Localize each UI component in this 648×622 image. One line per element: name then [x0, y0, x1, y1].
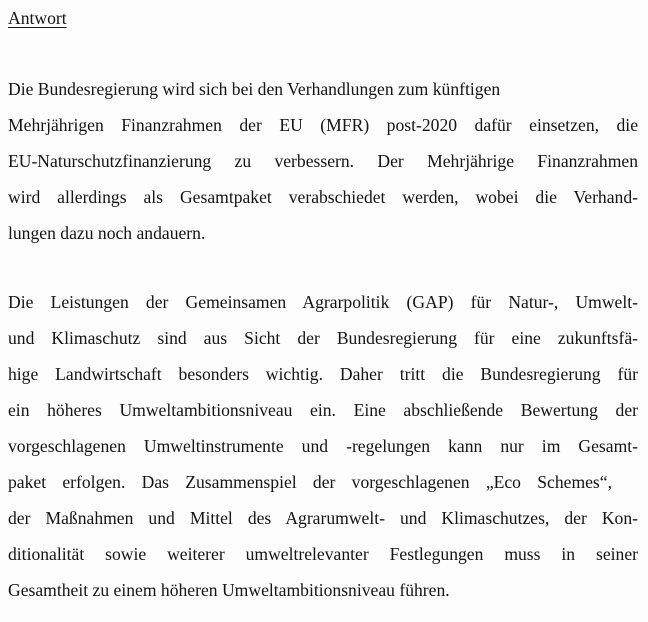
answer-heading: Antwort	[8, 8, 67, 28]
paragraph-line: Die Bundesregierung wird sich bei den Verhandlungen zum künftigen	[8, 79, 501, 99]
paragraph-line: vorgeschlagenen Umweltinstrumente und -regelungen kann nur im Gesamt-	[8, 436, 638, 456]
paragraph-2	[8, 284, 638, 608]
paragraph-line: und Klimaschutz sind aus Sicht der Bundesregierung für eine zukunftsfä-	[8, 328, 638, 348]
paragraph-line: EU-Naturschutzfinanzierung zu verbessern. Der Mehrjährige Finanzrahmen	[8, 151, 638, 171]
paragraph-line: der Maßnahmen und Mittel des Agrarumwelt- und Klimaschutzes, der Kon-	[8, 508, 638, 528]
paragraph-line: ditionalität sowie weiterer umweltrelevanter Festlegungen muss in seiner	[8, 544, 638, 564]
paragraph-line: Gesamtheit zu einem höheren Umweltambitionsniveau führen.	[8, 580, 450, 600]
paragraph-line: Die Leistungen der Gemeinsamen Agrarpolitik (GAP) für Natur-, Umwelt-	[8, 292, 638, 312]
paragraph-line: lungen dazu noch andauern.	[8, 223, 206, 243]
paragraph-1	[8, 71, 638, 251]
paragraph-line: ein höheres Umweltambitionsniveau ein. Eine abschließende Bewertung der	[8, 400, 638, 420]
paragraph-line: Mehrjährigen Finanzrahmen der EU (MFR) post-2020 dafür einsetzen, die	[8, 115, 638, 135]
paragraph-line: wird allerdings als Gesamtpaket verabschiedet werden, wobei die Verhand-	[8, 187, 638, 207]
paragraph-line: paket erfolgen. Das Zusammenspiel der vorgeschlagenen „Eco Schemes“,	[8, 472, 612, 492]
paragraph-line: hige Landwirtschaft besonders wichtig. Daher tritt die Bundesregierung für	[8, 364, 638, 384]
